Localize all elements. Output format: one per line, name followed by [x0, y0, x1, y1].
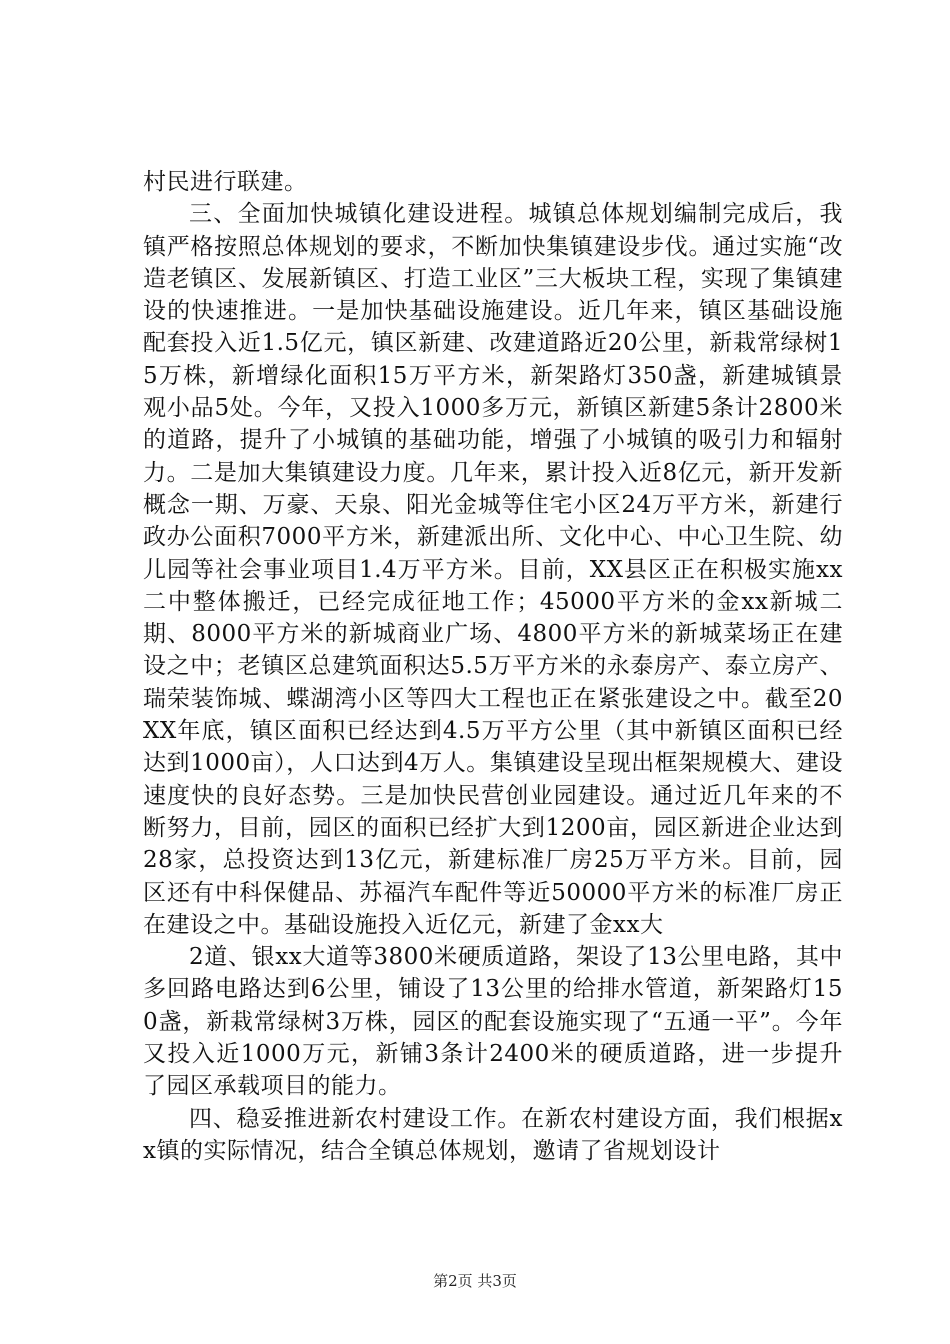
paragraph-2: 三、全面加快城镇化建设进程。城镇总体规划编制完成后，我镇严格按照总体规划的要求，不断加快集镇建设步伐。通过实施“改造老镇区、发展新镇区、打造工业区”三大板块工程，实现了集镇建设的快速推进。一是加快基础设施建设。近几年来，镇区基础设施配套投入近1.5亿元，镇区新建、改建道路近20公里，新栽常绿树15万株，新增绿化面积15万平方米，新架路灯350盏，新建城镇景观小品5处。今年，又投入1000多万元，新镇区新建5条计2800米的道路，提升了小城镇的基础功能，增强了小城镇的吸引力和辐射力。二是加大集镇建设力度。几年来，累计投入近8亿元，新开发新概念一期、万豪、天泉、阳光金城等住宅小区24万平方米，新建行政办公面积7000平方米，新建派出所、文化中心、中心卫生院、幼儿园等社会事业项目1.4万平方米。目前，XX县区正在积极实施xx二中整体搬迁，已经完成征地工作；45000平方米的金xx新城二期、8000平方米的新城商业广场、4800平方米的新城菜场正在建设之中；老镇区总建筑面积达5.5万平方米的永泰房产、泰立房产、瑞荣装饰城、蝶湖湾小区等四大工程也正在紧张建设之中。截至20XX年底，镇区面积已经达到4.5万平方公里（其中新镇区面积已经达到1000亩），人口达到4万人。集镇建设呈现出框架规模大、建设速度快的良好态势。三是加快民营创业园建设。通过近几年来的不断努力，目前，园区的面积已经扩大到1200亩，园区新进企业达到28家，总投资达到13亿元，新建标准厂房25万平方米。目前，园区还有中科保健品、苏福汽车配件等近50000平方米的标准厂房正在建设之中。基础设施投入近亿元，新建了金xx大: [143, 201, 843, 938]
paragraph-4: 四、稳妥推进新农村建设工作。在新农村建设方面，我们根据xx镇的实际情况，结合全镇总体规划，邀请了省规划设计: [143, 1105, 843, 1164]
paragraph-3: 2道、银xx大道等3800米硬质道路，架设了13公里电路，其中多回路电路达到6公里，铺设了13公里的给排水管道，新架路灯150盏，新栽常绿树3万株，园区的配套设施实现了“五通一平”。今年又投入近1000万元，新铺3条计2400米的硬质道路，进一步提升了园区承载项目的能力。: [143, 944, 843, 1100]
paragraph-1: 村民进行联建。: [143, 169, 308, 195]
page-number-footer: 第2页 共3页: [433, 1272, 517, 1290]
document-body: [143, 166, 843, 1167]
